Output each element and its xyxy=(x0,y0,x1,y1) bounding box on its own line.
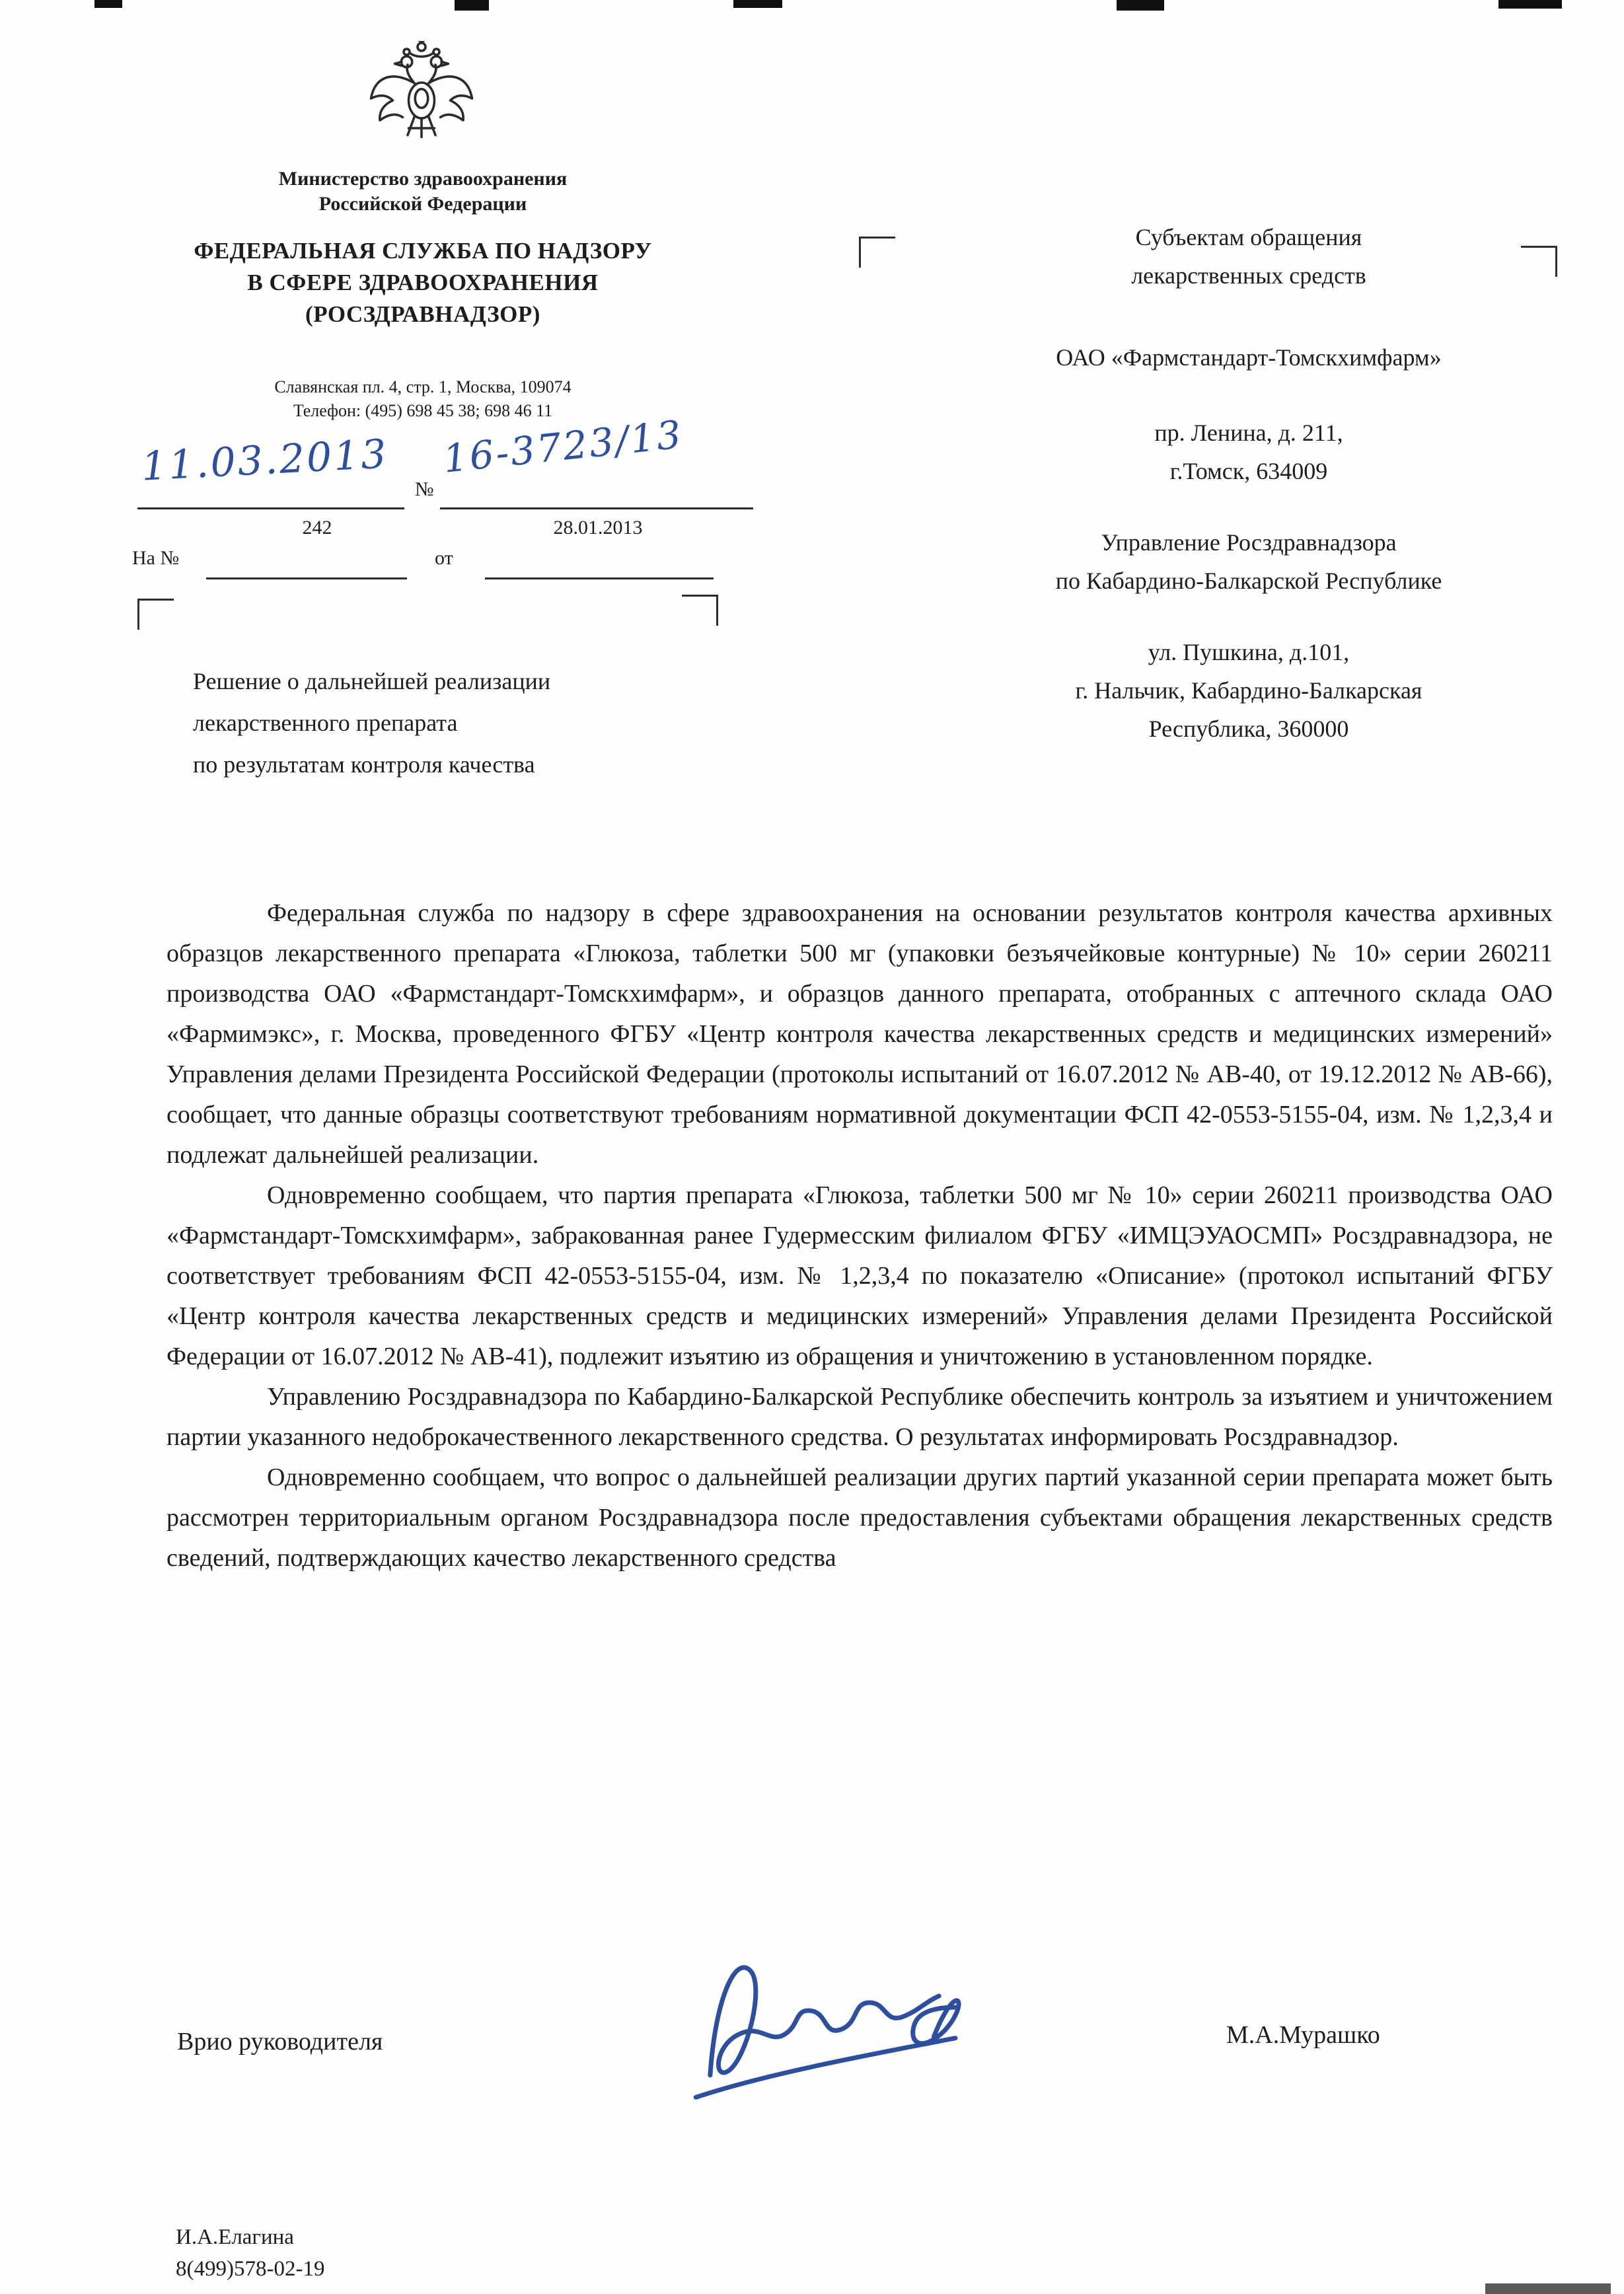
addressee-line: ул. Пушкина, д.101, xyxy=(1148,639,1350,665)
addressee-department xyxy=(918,523,1579,600)
addressee-recipients xyxy=(918,218,1579,295)
subject-line: лекарственного препарата xyxy=(193,710,458,736)
incoming-from-label: от xyxy=(435,547,453,569)
scan-artifact xyxy=(733,0,782,8)
executor-block xyxy=(176,2221,324,2285)
signature-scribble-icon xyxy=(630,1877,1009,2138)
scan-artifact xyxy=(1498,0,1562,9)
addressee-line: по Кабардино-Балкарской Республике xyxy=(1055,568,1442,594)
service-line: ФЕДЕРАЛЬНАЯ СЛУЖБА ПО НАДЗОРУ xyxy=(194,238,652,264)
ministry-name xyxy=(132,166,714,217)
executor-phone: 8(499)578-02-19 xyxy=(176,2257,325,2281)
ministry-line: Министерство здравоохранения xyxy=(278,168,568,190)
scan-artifact xyxy=(1117,0,1164,11)
service-line: В СФЕРЕ ЗДРАВООХРАНЕНИЯ xyxy=(247,270,599,295)
addressee-line: г. Нальчик, Кабардино-Балкарская xyxy=(1075,677,1422,704)
scan-artifact xyxy=(455,0,489,11)
letter-body xyxy=(166,893,1553,1578)
addressee-line: лекарственных средств xyxy=(1131,262,1366,289)
signer-position: Врио руководителя xyxy=(177,2028,383,2055)
service-name xyxy=(132,235,714,330)
reference-block xyxy=(132,412,766,626)
ministry-line: Российской Федерации xyxy=(318,193,527,215)
addressee-line: пр. Ленина, д. 211, xyxy=(1154,420,1343,446)
addressee-line: Субъектам обращения xyxy=(1135,224,1362,250)
body-paragraph: Управлению Росздравнадзора по Кабардино-Балкарской Республике обеспечить контроль за изъятием и уничтожением партии указанного недоброкачественного лекарственного средства. О результатах информировать Росздравнадзор. xyxy=(166,1383,1553,1451)
incoming-number-underline xyxy=(206,577,407,579)
subject-zone-corner-mark xyxy=(137,599,174,630)
handwritten-date: 11.03.2013 xyxy=(140,431,390,490)
subject-zone-corner-mark xyxy=(682,595,718,626)
letter-subject xyxy=(193,661,748,786)
date-underline xyxy=(137,507,404,509)
body-paragraph: Одновременно сообщаем, что вопрос о дальнейшей реализации других партий указанной серии препарата может быть рассмотрен территориальным органом Росздравнадзора после предоставления субъектами обращения лекарственных средств сведений, подтверждающих качество лекарственного средства xyxy=(166,1463,1553,1572)
number-underline xyxy=(440,507,753,509)
scan-artifact xyxy=(1485,2283,1611,2294)
executor-name: И.А.Елагина xyxy=(176,2225,294,2249)
incoming-date-underline xyxy=(485,577,714,579)
letterhead-contacts xyxy=(132,375,714,423)
letterhead-address: Славянская пл. 4, стр. 1, Москва, 109074 xyxy=(274,377,572,396)
addressee-department-address xyxy=(918,633,1579,748)
service-line: (РОСЗДРАВНАДЗОР) xyxy=(305,301,540,327)
scan-artifact xyxy=(94,0,122,8)
handwritten-outgoing-number: 16-3723/13 xyxy=(441,412,685,482)
addressee-line: Республика, 360000 xyxy=(1148,716,1349,742)
body-paragraph: Федеральная служба по надзору в сфере здравоохранения на основании результатов контроля качества архивных образцов лекарственного препарата «Глюкоза, таблетки 500 мг (упаковки безъячейковые контурные) № 10» серии 260211 производства ОАО «Фармстандарт-Томскхимфарм», и образцов данного препарата, отобранных с аптечного склада ОАО «Фармимэкс», г. Москва, проведенного ФГБУ «Центр контроля качества лекарственных средств и медицинских измерений» Управления делами Президента Российской Федерации (протоколы испытаний от 16.07.2012 № АВ-40, от 19.12.2012 № АВ-66), сообщает, что данные образцы соответствуют требованиям нормативной документации ФСП 42-0553-5155-04, изм. № 1,2,3,4 и подлежат дальнейшей реализации. xyxy=(166,899,1553,1169)
incoming-number-label: На № xyxy=(132,547,180,569)
signer-name: М.А.Мурашко xyxy=(1226,2021,1380,2049)
number-sign: № xyxy=(415,478,434,500)
subject-line: Решение о дальнейшей реализации xyxy=(193,668,551,694)
letterhead-phone: Телефон: (495) 698 45 38; 698 46 11 xyxy=(293,401,553,420)
incoming-date-value: 28.01.2013 xyxy=(553,517,643,538)
subject-line: по результатам контроля качества xyxy=(193,751,535,778)
addressee-company-address xyxy=(918,414,1579,490)
incoming-number-value: 242 xyxy=(302,517,332,538)
addressee-line: г.Томск, 634009 xyxy=(1169,458,1328,484)
body-paragraph: Одновременно сообщаем, что партия препарата «Глюкоза, таблетки 500 мг № 10» серии 260211 производства ОАО «Фармстандарт-Томскхимфарм», забракованная ранее Гудермесским филиалом ФГБУ «ИМЦЭУАОСМП» Росздравнадзора, не соответствует требованиям ФСП 42-0553-5155-04, изм. № 1,2,3,4 по показателю «Описание» (протокол испытаний ФГБУ «Центр контроля качества лекарственных средств и медицинских измерений» Управления делами Президента Российской Федерации от 16.07.2012 № АВ-41), подлежит изъятию из обращения и уничтожению в установленном порядке. xyxy=(166,1181,1553,1370)
address-zone-corner-mark xyxy=(859,237,895,268)
addressee-line: ОАО «Фармстандарт-Томскхимфарм» xyxy=(1056,344,1442,371)
addressee-company xyxy=(918,338,1579,377)
coat-of-arms-icon xyxy=(362,41,481,160)
addressee-line: Управление Росздравнадзора xyxy=(1101,529,1397,556)
